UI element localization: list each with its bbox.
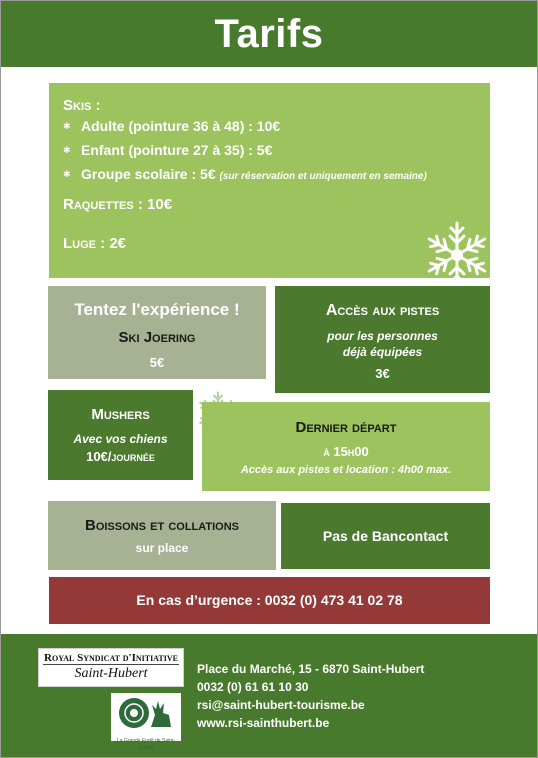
dernier-depart-title: Dernier départ xyxy=(295,419,397,436)
list-item xyxy=(63,118,476,134)
dernier-depart-time: à 15h00 xyxy=(323,444,369,459)
mushers-box xyxy=(48,390,193,480)
ski-joering-name: Ski Joering xyxy=(118,329,196,346)
foret-logo-caption: La Grande Forêt de Saint-Hubert xyxy=(116,738,176,751)
foret-emblem-icon xyxy=(111,693,181,733)
mushers-subtitle: Avec vos chiens xyxy=(73,432,168,446)
acces-pistes-price: 3€ xyxy=(375,366,390,381)
mushers-price: 10€/journée xyxy=(86,449,155,464)
urgence-box xyxy=(49,577,490,624)
foret-logo xyxy=(111,693,181,751)
bancontact-box xyxy=(281,503,490,569)
rsi-logo-line1: Royal Syndicat d'Initiative xyxy=(44,652,178,664)
boissons-box xyxy=(48,501,276,570)
ski-joering-price: 5€ xyxy=(149,355,165,370)
dernier-depart-note: Accès aux pistes et location : 4h00 max. xyxy=(240,464,452,476)
contact-website[interactable]: www.rsi-sainthubert.be xyxy=(197,716,330,730)
list-item xyxy=(63,166,476,182)
acces-pistes-line1: pour les personnes xyxy=(327,329,438,343)
contact-info xyxy=(197,660,424,732)
skis-list xyxy=(63,118,476,182)
acces-pistes-title: Accès aux pistes xyxy=(325,302,440,319)
header-bar xyxy=(1,1,537,67)
urgence-text: En cas d’urgence : 0032 (0) 473 41 02 78 xyxy=(136,592,403,608)
contact-phone: 0032 (0) 61 61 10 30 xyxy=(197,680,309,694)
contact-address: Place du Marché, 15 - 6870 Saint-Hubert xyxy=(197,662,425,676)
luge-price: Luge : 2€ xyxy=(63,235,127,252)
ski-joering-box xyxy=(48,286,266,379)
snowflake-icon xyxy=(421,219,493,291)
rsi-logo-line2: Saint-Hubert xyxy=(74,666,148,681)
acces-pistes-box xyxy=(275,286,490,393)
dernier-depart-box xyxy=(202,402,490,491)
acces-pistes-line2: déjà équipées xyxy=(342,345,423,359)
mushers-title: Mushers xyxy=(91,406,150,423)
list-item xyxy=(63,142,476,158)
raquettes-price: Raquettes : 10€ xyxy=(63,196,173,213)
contact-email[interactable]: rsi@saint-hubert-tourisme.be xyxy=(197,698,365,712)
price-item-enfant: Enfant (pointure 27 à 35) : 5€ xyxy=(81,142,273,158)
price-item-groupe-note: (sur réservation et uniquement en semaine) xyxy=(219,171,427,182)
boissons-subtitle: sur place xyxy=(135,541,189,555)
boissons-title: Boissons et collations xyxy=(84,517,240,534)
skis-title: Skis : xyxy=(63,97,101,114)
bancontact-text: Pas de Bancontact xyxy=(322,528,449,544)
page-title: Tarifs xyxy=(214,12,324,56)
price-item-adulte: Adulte (pointure 36 à 48) : 10€ xyxy=(81,118,281,134)
rsi-logo xyxy=(38,648,184,687)
ski-joering-title: Tentez l'expérience ! xyxy=(74,300,240,319)
price-item-groupe: Groupe scolaire : 5€ xyxy=(81,166,216,182)
